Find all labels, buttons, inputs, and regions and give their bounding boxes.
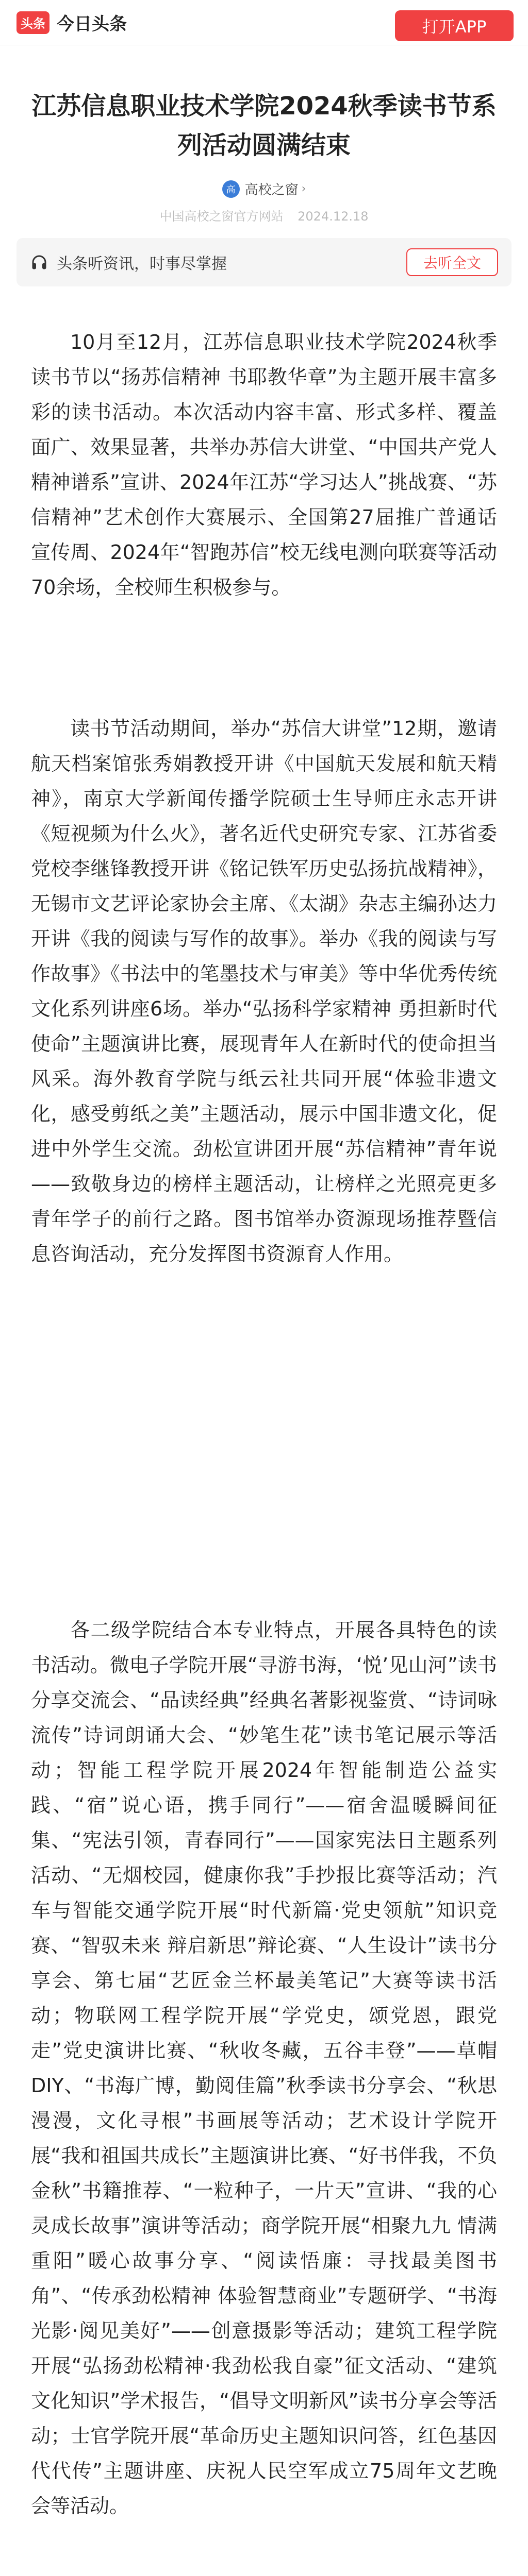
article-title: 江苏信息职业技术学院2024秋季读书节系列活动圆满结束 <box>31 92 497 160</box>
source-note: 中国高校之窗官方网站 <box>159 209 284 224</box>
listen-promo-text: 头条听资讯，时事尽掌握 <box>57 255 227 273</box>
listen-full-button[interactable]: 去听全文 <box>406 248 498 276</box>
chevron-right-icon: › <box>301 182 306 195</box>
publish-date: 2024.12.18 <box>298 209 369 224</box>
article-meta <box>0 206 528 224</box>
listen-bar <box>16 238 512 286</box>
article-source[interactable] <box>0 179 528 198</box>
source-avatar: 高 <box>222 180 240 198</box>
headphones-icon <box>29 252 50 273</box>
article-paragraph-1: 10月至12月，江苏信息职业技术学院2024秋季读书节以“扬苏信精神 书耶教华章”为主题开展丰富多彩的读书活动。本次活动内容丰富、形式多样、覆盖面广、效果显著，共举办苏信大讲堂、“中国共产党人精神谱系”宣讲、2024年江苏“学习达人”挑战赛、“苏信精神”艺术创作大赛展示、全国第27届推广普通话宣传周、2024年“智跑苏信”校无线电测向联赛等活动70余场，全校师生积极参与。 <box>31 331 497 599</box>
article-paragraph-2: 读书节活动期间，举办“苏信大讲堂”12期，邀请航天档案馆张秀娟教授开讲《中国航天发展和航天精神》，南京大学新闻传播学院硕士生导师庄永志开讲《短视频为什么火》，著名近代史研究专家、江苏省委党校李继锋教授开讲《铭记铁军历史弘扬抗战精神》，无锡市文艺评论家协会主席、《太湖》杂志主编孙达力开讲《我的阅读与写作的故事》。举办《我的阅读与写作故事》《书法中的笔墨技术与审美》等中华优秀传统文化系列讲座6场。举办“弘扬科学家精神 勇担新时代使命”主题演讲比赛，展现青年人在新时代的使命担当风采。海外教育学院与纸云社共同开展“体验非遗文化，感受剪纸之美”主题活动，展示中国非遗文化，促进中外学生交流。劲松宣讲团开展“苏信精神”青年说——致敬身边的榜样主题活动，让榜样之光照亮更多青年学子的前行之路。图书馆举办资源现场推荐暨信息咨询活动，充分发挥图书资源育人作用。 <box>31 717 497 1265</box>
source-name[interactable]: 高校之窗 <box>244 182 299 198</box>
toutiao-logo[interactable] <box>16 11 50 34</box>
open-app-button[interactable]: 打开APP <box>395 10 514 41</box>
app-top-bar <box>0 0 528 45</box>
brand-name: 今日头条 <box>57 14 127 35</box>
article-paragraph-3: 各二级学院结合本专业特点，开展各具特色的读书活动。微电子学院开展“寻游书海，‘悦’见山河”读书分享交流会、“品读经典”经典名著影视鉴赏、“诗词咏流传”诗词朗诵大会、“妙笔生花”读书笔记展示等活动；智能工程学院开展2024年智能制造公益实践、“宿”说心语，携手同行”——宿舍温暖瞬间征集、“宪法引领，青春同行”——国家宪法日主题系列活动、“无烟校园，健康你我”手抄报比赛等活动；汽车与智能交通学院开展“时代新篇·党史领航”知识竞赛、“智驭未来 辩启新思”辩论赛、“人生设计”读书分享会、第七届“艺匠金兰杯最美笔记”大赛等读书活动；物联网工程学院开展“学党史，颂党恩，跟党走”党史演讲比赛、“秋收冬藏，五谷丰登”——草帽DIY、“书海广博，勤阅佳篇”秋季读书分享会、“秋思漫漫，文化寻根”书画展等活动；艺术设计学院开展“我和祖国共成长”主题演讲比赛、“好书伴我，不负金秋”书籍推荐、“一粒种子，一片天”宣讲、“我的心灵成长故事”演讲等活动；商学院开展“相聚九九 情满重阳”暖心故事分享、“阅读悟廉：寻找最美图书角”、“传承劲松精神 体验智慧商业”专题研学、“书海光影·阅见美好”——创意摄影等活动；建筑工程学院开展“弘扬劲松精神·我劲松我自豪”征文活动、“建筑文化知识”学术报告，“倡导文明新风”读书分享会等活动；士官学院开展“革命历史主题知识问答，红色基因代代传”主题讲座、庆祝人民空军成立75周年文艺晚会等活动。 <box>31 1619 497 2517</box>
logo-text: 头条 <box>21 16 45 31</box>
